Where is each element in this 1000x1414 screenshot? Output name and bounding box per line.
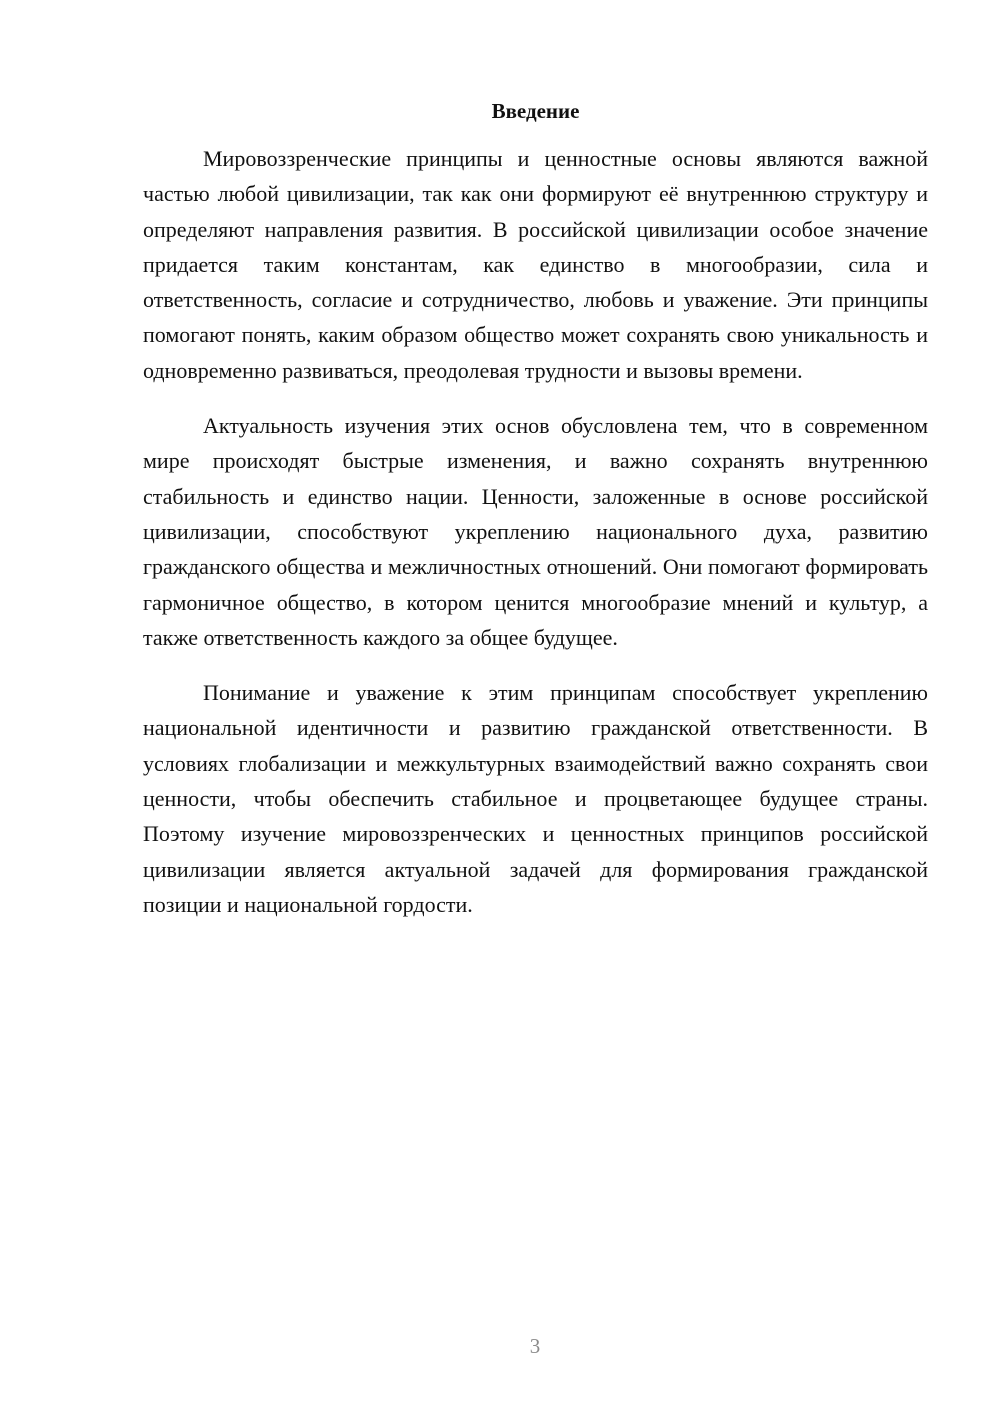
- paragraph-2: Актуальность изучения этих основ обусловлена тем, что в современном мире происходят быстрые изменения, и важно сохранять внутреннюю стабильность и единство нации. Ценности, заложенные в основе российской цивилизации, способствуют укреплению национального духа, развитию гражданского общества и межличностных отношений. Они помогают формировать гармоничное общество, в котором ценится многообразие мнений и культур, а также ответственность каждого за общее будущее.: [143, 413, 928, 650]
- paragraph-1: Мировоззренческие принципы и ценностные основы являются важной частью любой цивилизации, так как они формируют её внутреннюю структуру и определяют направления развития. В российской цивилизации особое значение придается таким константам, как единство в многообразии, сила и ответственность, согласие и сотрудничество, любовь и уважение. Эти принципы помогают понять, каким образом общество может сохранять свою уникальность и одновременно развиваться, преодолевая трудности и вызовы времени.: [143, 146, 928, 383]
- paragraph-3: Понимание и уважение к этим принципам способствует укреплению национальной идентичности и развитию гражданской ответственности. В условиях глобализации и межкультурных взаимодействий важно сохранять свои ценности, чтобы обеспечить стабильное и процветающее будущее страны. Поэтому изучение мировоззренческих и ценностных принципов российской цивилизации является актуальной задачей для формирования гражданской позиции и национальной гордости.: [143, 680, 928, 917]
- page-number: 3: [529, 1334, 541, 1358]
- section-title: Введение: [491, 99, 580, 123]
- page-content: [143, 96, 928, 942]
